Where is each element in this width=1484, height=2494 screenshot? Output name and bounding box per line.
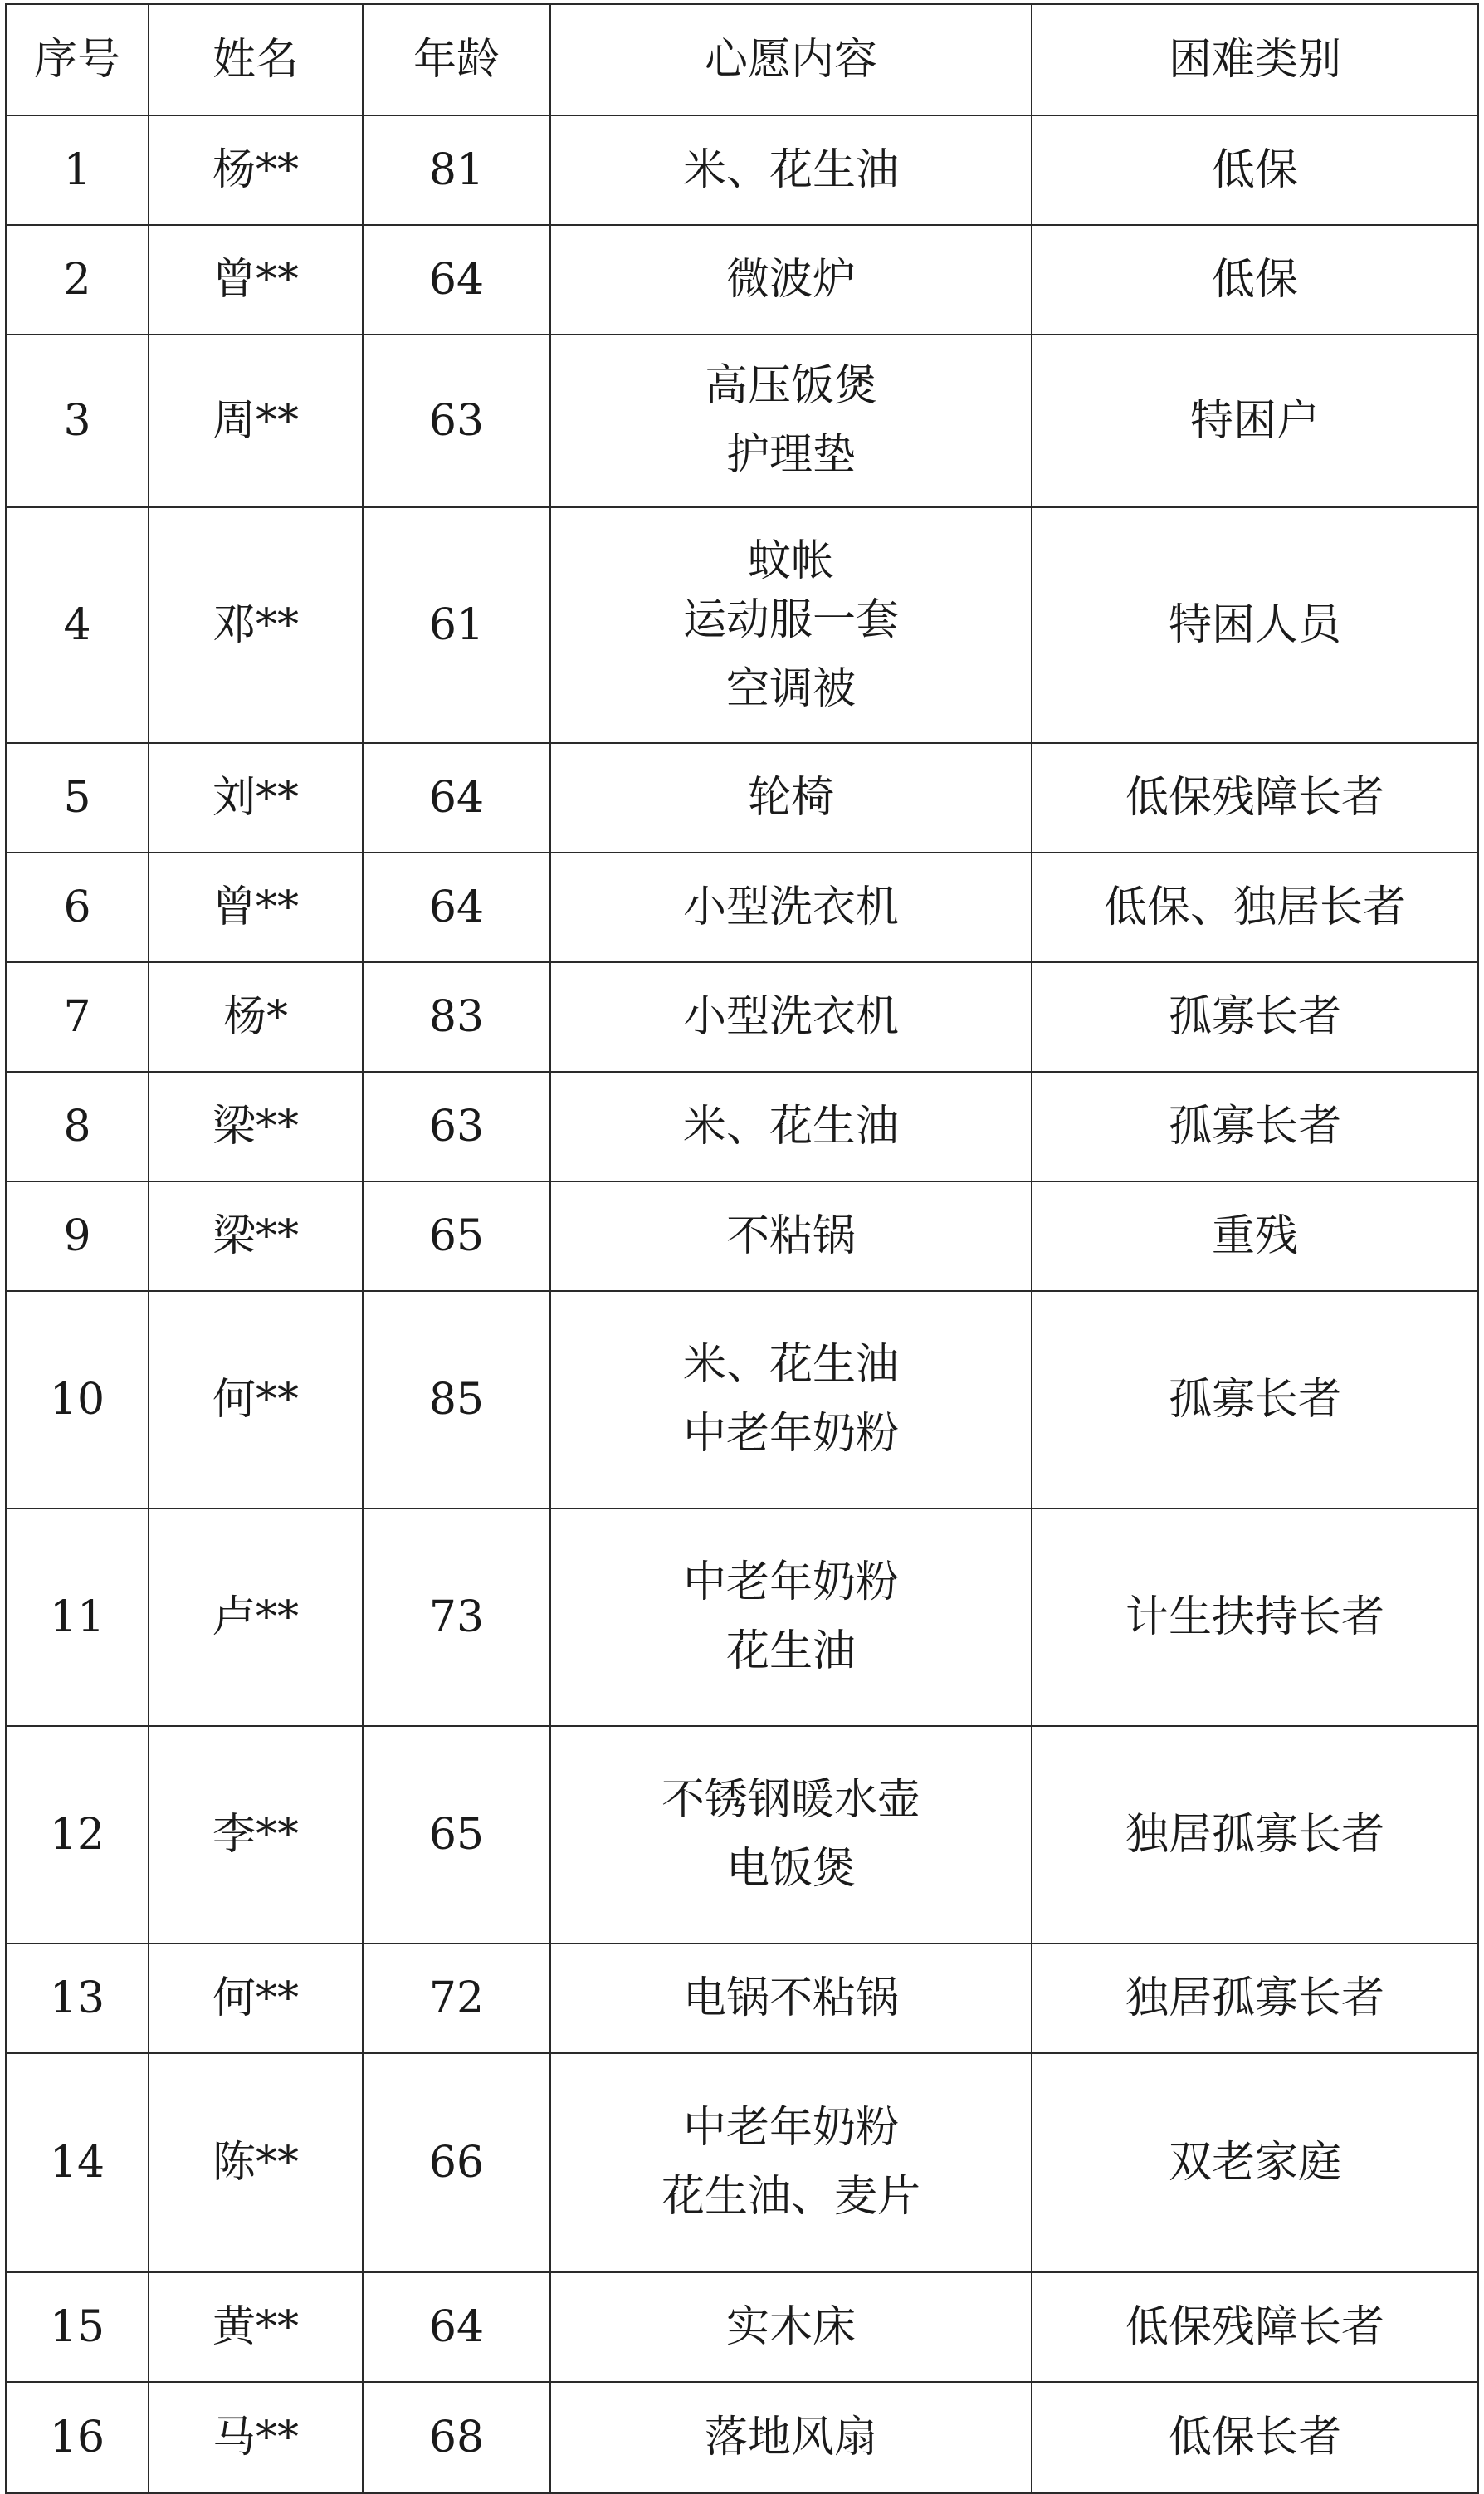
header-seq: 序号 bbox=[6, 4, 149, 115]
cell-seq: 12 bbox=[6, 1726, 149, 1944]
wish-item: 不粘锅 bbox=[725, 1210, 856, 1261]
cell-wish bbox=[550, 853, 1032, 962]
cell-wish bbox=[550, 2053, 1032, 2272]
cell-name: 刘** bbox=[149, 743, 363, 853]
table-row bbox=[6, 1181, 1478, 1291]
table-row bbox=[6, 1072, 1478, 1181]
cell-name: 杨* bbox=[149, 962, 363, 1072]
cell-age: 68 bbox=[363, 2382, 550, 2493]
cell-seq: 11 bbox=[6, 1509, 149, 1726]
cell-seq: 14 bbox=[6, 2053, 149, 2272]
cell-seq: 16 bbox=[6, 2382, 149, 2493]
cell-wish bbox=[550, 2382, 1032, 2493]
wish-item: 护理垫 bbox=[725, 430, 856, 480]
cell-category: 低保残障长者 bbox=[1032, 2272, 1478, 2382]
cell-seq: 3 bbox=[6, 335, 149, 507]
cell-name: 邓** bbox=[149, 507, 363, 743]
wish-item: 电饭煲 bbox=[725, 1844, 856, 1894]
cell-wish bbox=[550, 2272, 1032, 2382]
cell-category: 低保、独居长者 bbox=[1032, 853, 1478, 962]
cell-category: 低保残障长者 bbox=[1032, 743, 1478, 853]
cell-name: 曾** bbox=[149, 853, 363, 962]
table-row bbox=[6, 335, 1478, 507]
cell-wish bbox=[550, 1509, 1032, 1726]
header-category: 困难类别 bbox=[1032, 4, 1478, 115]
table-row bbox=[6, 853, 1478, 962]
cell-seq: 8 bbox=[6, 1072, 149, 1181]
cell-category: 重残 bbox=[1032, 1181, 1478, 1291]
wish-item: 花生油、麦片 bbox=[661, 2172, 920, 2222]
wish-item: 小型洗衣机 bbox=[682, 991, 899, 1042]
table-header-row bbox=[6, 4, 1478, 115]
cell-wish bbox=[550, 507, 1032, 743]
cell-age: 65 bbox=[363, 1181, 550, 1291]
cell-category: 孤寡长者 bbox=[1032, 1291, 1478, 1509]
cell-age: 64 bbox=[363, 2272, 550, 2382]
cell-age: 63 bbox=[363, 1072, 550, 1181]
cell-category: 特困人员 bbox=[1032, 507, 1478, 743]
table-row bbox=[6, 115, 1478, 225]
wish-item: 运动服一套 bbox=[682, 594, 899, 645]
cell-category: 独居孤寡长者 bbox=[1032, 1726, 1478, 1944]
cell-age: 64 bbox=[363, 853, 550, 962]
cell-name: 曾** bbox=[149, 225, 363, 335]
cell-wish bbox=[550, 1181, 1032, 1291]
wish-item: 空调被 bbox=[725, 663, 856, 714]
cell-age: 61 bbox=[363, 507, 550, 743]
cell-name: 杨** bbox=[149, 115, 363, 225]
cell-seq: 6 bbox=[6, 853, 149, 962]
wish-item: 轮椅 bbox=[747, 772, 834, 823]
cell-category: 孤寡长者 bbox=[1032, 962, 1478, 1072]
cell-category: 双老家庭 bbox=[1032, 2053, 1478, 2272]
cell-seq: 5 bbox=[6, 743, 149, 853]
cell-name: 李** bbox=[149, 1726, 363, 1944]
wish-item: 蚊帐 bbox=[747, 535, 834, 586]
table-row bbox=[6, 2382, 1478, 2493]
cell-name: 梁** bbox=[149, 1072, 363, 1181]
cell-category: 孤寡长者 bbox=[1032, 1072, 1478, 1181]
cell-age: 85 bbox=[363, 1291, 550, 1509]
wish-item: 不锈钢暖水壶 bbox=[661, 1775, 920, 1825]
wish-item: 花生油 bbox=[725, 1626, 856, 1676]
cell-age: 81 bbox=[363, 115, 550, 225]
table-row bbox=[6, 743, 1478, 853]
table-row bbox=[6, 962, 1478, 1072]
cell-wish bbox=[550, 1291, 1032, 1509]
wish-item: 米、花生油 bbox=[682, 1101, 899, 1152]
cell-wish bbox=[550, 225, 1032, 335]
wish-item: 微波炉 bbox=[725, 254, 856, 305]
cell-seq: 13 bbox=[6, 1944, 149, 2053]
cell-wish bbox=[550, 1072, 1032, 1181]
cell-category: 计生扶持长者 bbox=[1032, 1509, 1478, 1726]
cell-name: 梁** bbox=[149, 1181, 363, 1291]
table-row bbox=[6, 2053, 1478, 2272]
cell-category: 低保 bbox=[1032, 225, 1478, 335]
cell-seq: 15 bbox=[6, 2272, 149, 2382]
cell-category: 低保 bbox=[1032, 115, 1478, 225]
wish-item: 实木床 bbox=[725, 2301, 856, 2352]
cell-age: 72 bbox=[363, 1944, 550, 2053]
cell-name: 何** bbox=[149, 1944, 363, 2053]
cell-wish bbox=[550, 335, 1032, 507]
cell-seq: 4 bbox=[6, 507, 149, 743]
cell-name: 何** bbox=[149, 1291, 363, 1509]
cell-wish bbox=[550, 115, 1032, 225]
table-row bbox=[6, 507, 1478, 743]
wish-item: 米、花生油 bbox=[682, 1340, 899, 1390]
header-name: 姓名 bbox=[149, 4, 363, 115]
cell-category: 独居孤寡长者 bbox=[1032, 1944, 1478, 2053]
wish-item: 中老年奶粉 bbox=[682, 1409, 899, 1459]
wish-item: 电锅不粘锅 bbox=[682, 1973, 899, 2023]
wish-item: 落地风扇 bbox=[704, 2412, 877, 2462]
wish-list-table bbox=[5, 3, 1479, 2494]
table-row bbox=[6, 2272, 1478, 2382]
cell-age: 64 bbox=[363, 743, 550, 853]
table-row bbox=[6, 1944, 1478, 2053]
table-row bbox=[6, 1509, 1478, 1726]
wish-item: 中老年奶粉 bbox=[682, 2103, 899, 2153]
wish-item: 米、花生油 bbox=[682, 144, 899, 195]
wish-item: 小型洗衣机 bbox=[682, 882, 899, 932]
cell-name: 周** bbox=[149, 335, 363, 507]
cell-category: 低保长者 bbox=[1032, 2382, 1478, 2493]
cell-age: 65 bbox=[363, 1726, 550, 1944]
cell-wish bbox=[550, 743, 1032, 853]
table-row bbox=[6, 1726, 1478, 1944]
cell-seq: 9 bbox=[6, 1181, 149, 1291]
table-row bbox=[6, 1291, 1478, 1509]
cell-age: 64 bbox=[363, 225, 550, 335]
cell-name: 卢** bbox=[149, 1509, 363, 1726]
cell-category: 特困户 bbox=[1032, 335, 1478, 507]
cell-seq: 2 bbox=[6, 225, 149, 335]
cell-age: 83 bbox=[363, 962, 550, 1072]
cell-name: 马** bbox=[149, 2382, 363, 2493]
cell-age: 73 bbox=[363, 1509, 550, 1726]
header-age: 年龄 bbox=[363, 4, 550, 115]
cell-name: 陈** bbox=[149, 2053, 363, 2272]
wish-item: 中老年奶粉 bbox=[682, 1558, 899, 1607]
cell-age: 66 bbox=[363, 2053, 550, 2272]
cell-age: 63 bbox=[363, 335, 550, 507]
cell-wish bbox=[550, 1726, 1032, 1944]
cell-seq: 1 bbox=[6, 115, 149, 225]
cell-seq: 7 bbox=[6, 962, 149, 1072]
cell-wish bbox=[550, 1944, 1032, 2053]
cell-wish bbox=[550, 962, 1032, 1072]
cell-seq: 10 bbox=[6, 1291, 149, 1509]
table-row bbox=[6, 225, 1478, 335]
wish-item: 高压饭煲 bbox=[704, 361, 877, 411]
cell-name: 黄** bbox=[149, 2272, 363, 2382]
header-wish: 心愿内容 bbox=[550, 4, 1032, 115]
